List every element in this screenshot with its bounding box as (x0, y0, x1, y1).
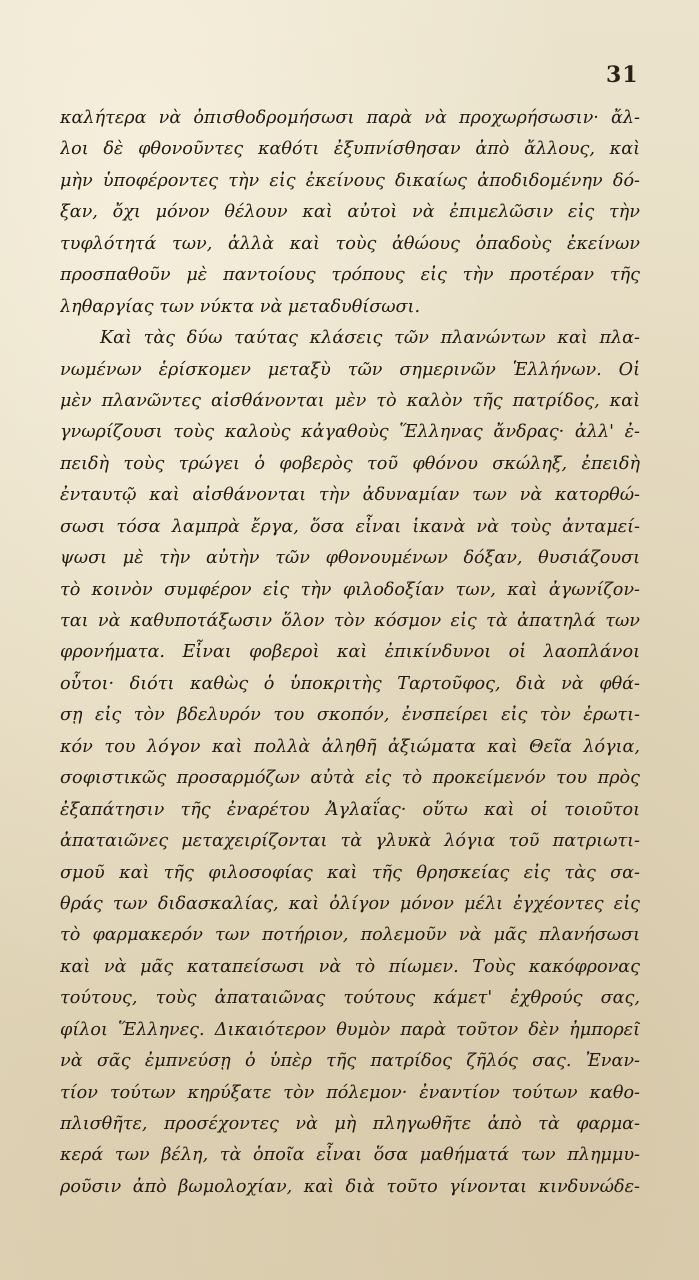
text-line: νὰ σᾶς ἐμπνεύσῃ ὁ ὑπὲρ τῆς πατρίδος ζῆλός σας. Ἐναν- (60, 1051, 640, 1072)
paragraph-start-line: Καὶ τὰς δύω ταύτας κλάσεις τῶν πλανώντων καὶ πλα- (100, 328, 640, 349)
text-line: πειδὴ τοὺς τρώγει ὁ φοβερὸς τοῦ φθόνου σκώληξ, ἐπειδὴ (60, 453, 640, 474)
text-line: τυφλότητά των, ἀλλὰ καὶ τοὺς ἀθώους ὀπαδοὺς ἐκείνων (60, 233, 640, 254)
text-line: οὗτοι· διότι καθὼς ὁ ὑποκριτὴς Ταρτοῦφος, διὰ νὰ φθά- (60, 673, 640, 694)
text-line: σωσι τόσα λαμπρὰ ἔργα, ὅσα εἶναι ἱκανὰ νὰ τοὺς ἀνταμεί- (60, 516, 640, 537)
text-line: καλήτερα νὰ ὀπισθοδρομήσωσι παρὰ νὰ προχωρήσωσιν· ἄλ- (60, 108, 640, 128)
text-line: γνωρίζουσι τοὺς καλοὺς κἀγαθοὺς Ἕλληνας ἄνδρας· ἀλλ' ἐ- (60, 422, 640, 443)
body-text (60, 103, 640, 1203)
text-line: μὲν πλανῶντες αἰσθάνονται μὲν τὸ καλὸν τῆς πατρίδος, καὶ (60, 390, 640, 411)
text-line: σμοῦ καὶ τῆς φιλοσοφίας καὶ τῆς θρησκείας εἰς τὰς σα- (60, 862, 640, 883)
text-line: μὴν ὑποφέροντες τὴν εἰς ἐκείνους δικαίως ἀποδιδομένην δό- (60, 170, 640, 191)
text-line: ἐξαπάτησιν τῆς ἐναρέτου Ἀγλαΐας· οὕτω καὶ οἱ τοιοῦτοι (60, 799, 640, 820)
text-line: φρονήματα. Εἶναι φοβεροὶ καὶ ἐπικίνδυνοι οἱ λαοπλάνοι (60, 642, 640, 663)
text-line: κόν του λόγον καὶ πολλὰ ἀληθῆ ἀξιώματα καὶ Θεῖα λόγια, (60, 736, 640, 757)
text-line: σῃ εἰς τὸν βδελυρόν του σκοπόν, ἐνσπείρει εἰς τὸν ἐρωτι- (60, 705, 640, 726)
text-line: ψωσι μὲ τὴν αὐτὴν τῶν φθονουμένων δόξαν, θυσιάζουσι (60, 548, 640, 569)
text-line: κερά των βέλη, τὰ ὁποῖα εἶναι ὅσα μαθήματά των πλημμυ- (60, 1145, 640, 1166)
text-line: ληθαργίας των νύκτα νὰ μεταδυθίσωσι. (60, 296, 421, 317)
text-line: τὸ κοινὸν συμφέρον εἰς τὴν φιλοδοξίαν των, καὶ ἀγωνίζον- (60, 579, 640, 600)
text-line: ξαν, ὄχι μόνον θέλουν καὶ αὐτοὶ νὰ ἐπιμελῶσιν εἰς τὴν (60, 202, 640, 223)
text-line: ται νὰ καθυποτάξωσιν ὅλον τὸν κόσμον εἰς τὰ ἀπατηλά των (60, 611, 640, 631)
text-line: τίον τούτων κηρύξατε τὸν πόλεμον· ἐναντίον τούτων καθο- (60, 1082, 640, 1103)
text-line: νωμένων ἑρίσκομεν μεταξὺ τῶν σημερινῶν Ἑλλήνων. Οἱ (60, 359, 640, 380)
text-line: σοφιστικῶς προσαρμόζων αὐτὰ εἰς τὸ προκείμενόν του πρὸς (60, 768, 640, 789)
text-line: καὶ νὰ μᾶς καταπείσωσι νὰ τὸ πίωμεν. Τοὺς κακόφρονας (60, 956, 640, 977)
page-number: 31 (606, 62, 639, 88)
text-line: τὸ φαρμακερόν των ποτήριον, πολεμοῦν νὰ μᾶς πλανήσωσι (60, 925, 640, 946)
text-line: ἐνταυτῷ καὶ αἰσθάνονται τὴν ἀδυναμίαν των νὰ κατορθώ- (60, 485, 640, 506)
text-line: φίλοι Ἕλληνες. Δικαιότερον θυμὸν παρὰ τοῦτον δὲν ἠμπορεῖ (60, 1019, 640, 1040)
text-line: πλισθῆτε, προσέχοντες νὰ μὴ πληγωθῆτε ἀπὸ τὰ φαρμα- (60, 1114, 640, 1134)
text-line: θράς των διδασκαλίας, καὶ ὀλίγον μόνον μέλι ἐγχέοντες εἰς (60, 893, 640, 914)
text-line: προσπαθοῦν μὲ παντοίους τρόπους εἰς τὴν προτέραν τῆς (60, 265, 640, 286)
text-line: τούτους, τοὺς ἀπαταιῶνας τούτους κάμετ' ἐχθρούς σας, (60, 988, 640, 1009)
text-line: ἀπαταιῶνες μεταχειρίζονται τὰ γλυκὰ λόγια τοῦ πατριωτι- (60, 831, 640, 852)
text-line: λοι δὲ φθονοῦντες καθότι ἐξυπνίσθησαν ἀπὸ ἄλλους, καὶ (60, 139, 640, 160)
text-line: ροῦσιν ἀπὸ βωμολοχίαν, καὶ διὰ τοῦτο γίνονται κινδυνώδε- (60, 1176, 640, 1197)
